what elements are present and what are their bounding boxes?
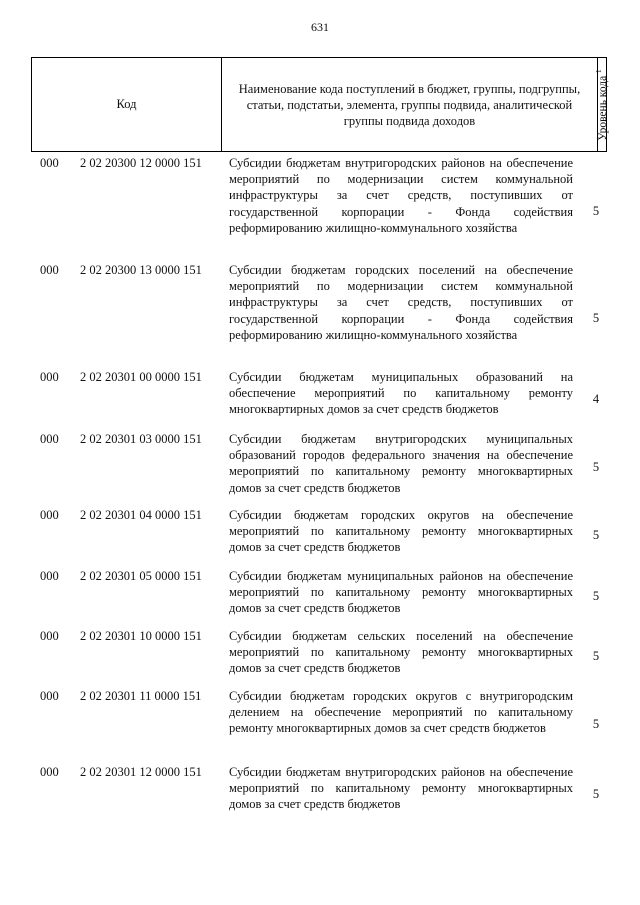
income-name: Субсидии бюджетам муниципальных образований на обеспечение мероприятий по капитальному ремонту многоквартирных домов за счет средств бюджетов [229, 370, 573, 417]
code-level: 5 [592, 460, 600, 474]
header-level-label [595, 69, 609, 140]
table-header [31, 57, 607, 152]
admin-code: 000 [40, 508, 59, 522]
admin-code: 000 [40, 432, 59, 446]
code-level: 4 [592, 392, 600, 406]
page-number: 631 [311, 20, 329, 34]
code-level: 5 [592, 204, 600, 218]
admin-code: 000 [40, 629, 59, 643]
income-code: 2 02 20301 04 0000 151 [80, 508, 202, 522]
footnote-mark: 1 [595, 68, 604, 73]
header-level-text: Уровень кода [596, 75, 609, 141]
admin-code: 000 [40, 263, 59, 277]
income-name: Субсидии бюджетам сельских поселений на обеспечение мероприятий по капитальному ремонту многоквартирных домов за счет средств бюджетов [229, 629, 573, 676]
income-name: Субсидии бюджетам внутригородских районов на обеспечение мероприятий по модернизации систем коммунальной инфраструктуры за счет средств, поступивших от государственной корпорации - Фонда содействия реформированию жилищно-коммунального хозяйства [229, 156, 573, 235]
income-code: 2 02 20301 03 0000 151 [80, 432, 202, 446]
code-level: 5 [592, 787, 600, 801]
admin-code: 000 [40, 689, 59, 703]
header-code: Код [32, 58, 222, 151]
income-code: 2 02 20301 10 0000 151 [80, 629, 202, 643]
admin-code: 000 [40, 156, 59, 170]
admin-code: 000 [40, 765, 59, 779]
income-code: 2 02 20301 11 0000 151 [80, 689, 202, 703]
income-name: Субсидии бюджетам городских округов на обеспечение мероприятий по капитальному ремонту многоквартирных домов за счет средств бюджетов [229, 508, 573, 555]
admin-code: 000 [40, 370, 59, 384]
code-level: 5 [592, 589, 600, 603]
header-level [595, 58, 609, 151]
income-code: 2 02 20300 12 0000 151 [80, 156, 202, 170]
header-name: Наименование кода поступлений в бюджет, группы, подгруппы, статьи, подстатьи, элемента, группы подвида, аналитической группы подвида доходов [222, 58, 598, 151]
income-name: Субсидии бюджетам внутригородских районов на обеспечение мероприятий по капитальному ремонту многоквартирных домов за счет средств бюджетов [229, 765, 573, 812]
income-code: 2 02 20301 00 0000 151 [80, 370, 202, 384]
admin-code: 000 [40, 569, 59, 583]
code-level: 5 [592, 311, 600, 325]
income-name: Субсидии бюджетам городских поселений на обеспечение мероприятий по модернизации систем коммунальной инфраструктуры за счет средств, поступивших от государственной корпорации - Фонда содействия реформированию жилищно-коммунального хозяйства [229, 263, 573, 342]
income-code: 2 02 20300 13 0000 151 [80, 263, 202, 277]
income-code: 2 02 20301 05 0000 151 [80, 569, 202, 583]
code-level: 5 [592, 649, 600, 663]
income-name: Субсидии бюджетам внутригородских муниципальных образований городов федерального значения на обеспечение мероприятий по капитальному ремонту многоквартирных домов за счет средств бюджетов [229, 432, 573, 495]
code-level: 5 [592, 528, 600, 542]
income-name: Субсидии бюджетам городских округов с внутригородским делением на обеспечение мероприятий по капитальному ремонту многоквартирных домов за счет средств бюджетов [229, 689, 573, 736]
income-name: Субсидии бюджетам муниципальных районов на обеспечение мероприятий по капитальному ремонту многоквартирных домов за счет средств бюджетов [229, 569, 573, 616]
income-code: 2 02 20301 12 0000 151 [80, 765, 202, 779]
code-level: 5 [592, 717, 600, 731]
